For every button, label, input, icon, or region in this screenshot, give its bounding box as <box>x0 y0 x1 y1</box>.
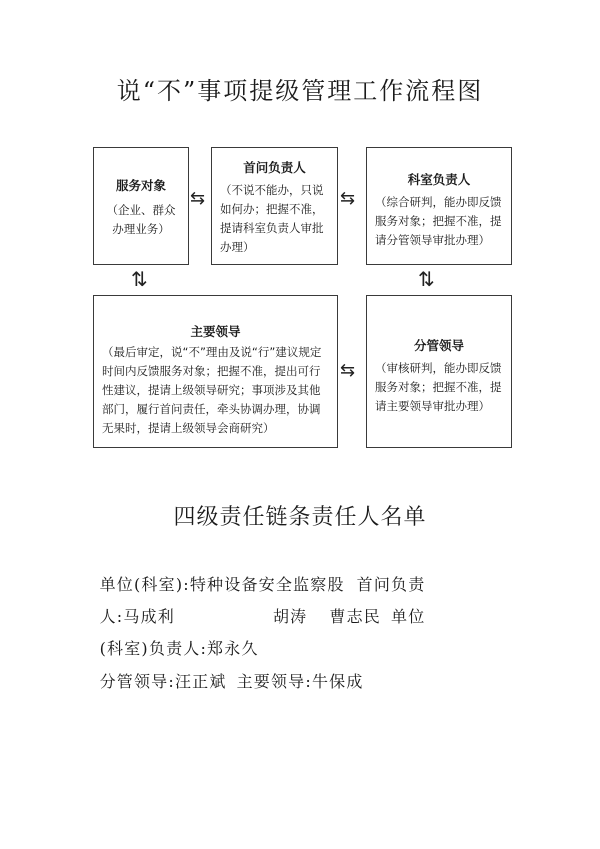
bidirectional-arrow-sectionhead-deputy: ⇅ <box>418 267 434 291</box>
section-head-heading: 科室负责人 <box>407 172 471 187</box>
first-inquiry-person-3: 曹志民 <box>329 607 381 626</box>
deputy-leader-box <box>366 295 512 448</box>
bidirectional-arrow-service-mainleader: ⇅ <box>131 267 147 291</box>
bidirectional-arrow-service-firstinquiry: ⇆ <box>190 188 206 209</box>
bidirectional-arrow-mainleader-deputy: ⇆ <box>340 360 356 381</box>
section-head-box <box>366 147 512 265</box>
responsibility-title: 四级责任链条责任人名单 <box>173 505 427 530</box>
main-leader-heading: 主要领导 <box>190 324 241 339</box>
unit-label-2: 单位 <box>391 607 426 626</box>
flowchart-title: 说“不”事项提级管理工作流程图 <box>116 77 484 105</box>
bidirectional-arrow-firstinquiry-sectionhead: ⇆ <box>340 188 356 209</box>
unit-label: 单位(科室):特种设备安全监察股 <box>99 575 345 594</box>
first-inquiry-text: （不说不能办，只说如何办；把握不准，提请科室负责人审批办理） <box>220 183 324 254</box>
responsibility-line-4 <box>87 650 364 692</box>
main-leader-text: （最后审定，说“不”理由及说“行”建议规定时间内反馈服务对象；把握不准，提出可行性建议，提请上级领导研究；事项涉及其他部门，履行首问责任，牵头协调办理，协调无果时，提请上级领导会商研究） <box>102 345 322 435</box>
service-object-heading: 服务对象 <box>115 178 166 193</box>
first-inquiry-heading: 首问负责人 <box>243 160 306 175</box>
first-inquiry-label: 首问负责 <box>356 575 426 594</box>
service-object-box <box>93 147 189 265</box>
service-object-text: （企业、群众办理业务） <box>106 203 176 236</box>
deputy-leader-person: 分管领导:汪正斌 <box>99 672 227 691</box>
first-inquiry-person-2: 胡涛 <box>272 607 308 626</box>
first-inquiry-person-1: 人:马成利 <box>99 607 175 626</box>
section-head-person: (科室)负责人:郑永久 <box>99 639 259 658</box>
section-head-text: （综合研判，能办即反馈服务对象；把握不准，提请分管领导审批办理） <box>375 195 502 247</box>
deputy-leader-text: （审核研判，能办即反馈服务对象；把握不准，提请主要领导审批办理） <box>375 361 502 413</box>
main-leader-box <box>93 295 338 448</box>
deputy-leader-heading: 分管领导 <box>413 338 464 353</box>
first-inquiry-box <box>211 147 338 265</box>
main-leader-person: 主要领导:牛保成 <box>236 672 364 691</box>
